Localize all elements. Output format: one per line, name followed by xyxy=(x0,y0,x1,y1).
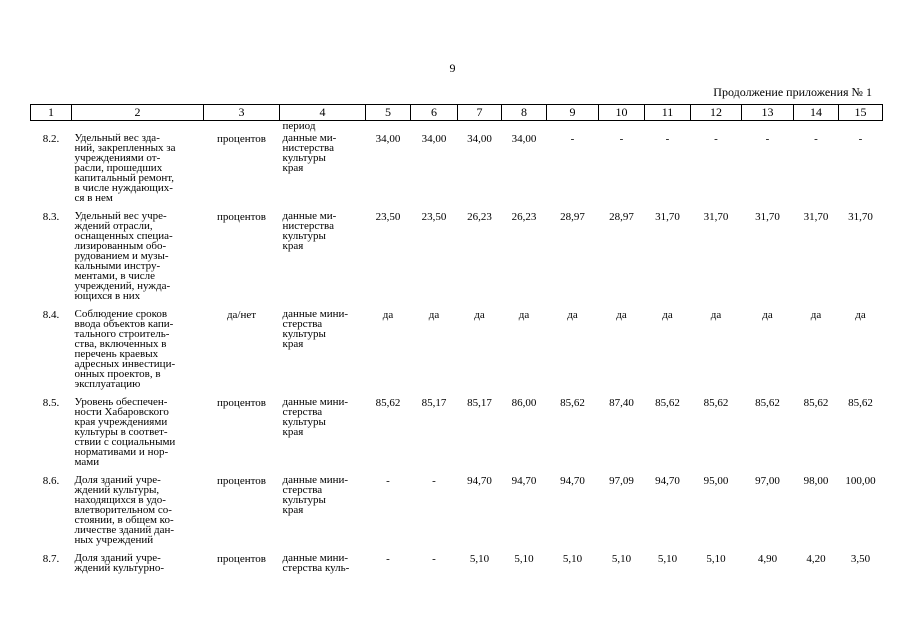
row-value-col-9: 28,97 xyxy=(560,211,585,223)
source-line: данные мини- xyxy=(282,474,349,486)
indicator-line: нормативами и нор- xyxy=(74,446,169,458)
column-header-13: 13 xyxy=(742,105,794,121)
indicator-line: ных учреждений xyxy=(74,534,154,546)
indicator-line: культуры в соответ- xyxy=(74,426,168,438)
indicators-table xyxy=(30,104,883,573)
source-line: стерства xyxy=(282,484,323,496)
row-value-col-6: да xyxy=(428,309,440,321)
row-value-col-15: 85,62 xyxy=(848,397,873,409)
indicator-line: личестве зданий дан- xyxy=(74,524,175,536)
row-unit: процентов xyxy=(217,475,266,487)
row-value-col-15: - xyxy=(858,133,863,145)
row-value-col-11: 31,70 xyxy=(655,211,680,223)
indicator-line: перечень краевых xyxy=(74,348,159,360)
indicator-line: онных проектов, в xyxy=(74,368,161,380)
row-value-col-13: да xyxy=(762,309,773,321)
row-value-col-13: 31,70 xyxy=(755,211,780,223)
row-value-col-9: - xyxy=(570,133,575,145)
row-value-col-14: 85,62 xyxy=(803,397,829,409)
row-code: 8.5. xyxy=(42,397,60,409)
source-line: нистерства xyxy=(282,142,334,154)
source-line: культуры xyxy=(282,230,326,242)
indicator-line: ствии с социальными xyxy=(74,436,176,448)
row-value-col-9: да xyxy=(567,309,578,321)
source-line: края xyxy=(282,240,304,252)
row-value-col-5: 85,62 xyxy=(375,397,401,409)
table-row xyxy=(31,397,883,467)
row-source xyxy=(280,133,366,203)
row-source xyxy=(280,309,366,389)
row-value-col-10: - xyxy=(619,133,624,145)
source-line: края xyxy=(282,338,304,350)
row-value-col-14: 4,20 xyxy=(806,553,826,565)
row-value-col-11: да xyxy=(662,309,673,321)
row-value-col-6: - xyxy=(432,553,436,565)
column-header-8: 8 xyxy=(502,105,547,121)
row-code: 8.6. xyxy=(42,475,60,487)
row-value-col-6: 85,17 xyxy=(421,397,447,409)
row-value-col-11: - xyxy=(665,133,670,145)
indicator-line: стоянии, в общем ко- xyxy=(74,514,174,526)
row-code: 8.3. xyxy=(42,211,60,223)
column-header-1: 1 xyxy=(31,105,72,121)
row-value-col-12: 31,70 xyxy=(703,211,729,223)
source-line: культуры xyxy=(282,152,326,164)
source-line: нистерства xyxy=(282,220,334,232)
source-line: стерства куль- xyxy=(282,562,350,574)
source-line: края xyxy=(282,504,304,516)
indicator-line: Доля зданий учре- xyxy=(74,474,161,486)
column-header-14: 14 xyxy=(794,105,839,121)
indicator-line: ющихся в них xyxy=(74,290,141,302)
page-number: 9 xyxy=(449,61,456,75)
column-header-4: 4 xyxy=(280,105,366,121)
indicator-line: ввода объектов капи- xyxy=(74,318,174,330)
column-header-10: 10 xyxy=(599,105,645,121)
row-value-col-14: да xyxy=(810,309,822,321)
column-header-5: 5 xyxy=(366,105,411,121)
indicator-line: тального строитель- xyxy=(74,328,170,340)
row-value-col-9: 94,70 xyxy=(560,475,585,487)
indicator-line: кальными инстру- xyxy=(74,260,161,272)
row-value-col-5: - xyxy=(386,475,390,487)
row-value-col-11: 85,62 xyxy=(655,397,680,409)
source-line: стерства xyxy=(282,318,323,330)
row-value-col-6: - xyxy=(432,475,436,487)
row-value-col-15: да xyxy=(855,309,866,321)
column-header-7: 7 xyxy=(458,105,502,121)
header-row xyxy=(31,105,883,121)
row-value-col-14: - xyxy=(814,133,818,145)
row-value-col-13: 85,62 xyxy=(755,397,780,409)
row-value-col-11: 94,70 xyxy=(655,475,680,487)
source-line: культуры xyxy=(282,328,326,340)
row-value-col-15: 3,50 xyxy=(850,553,871,565)
indicator-line: рудованием и музы- xyxy=(74,250,169,262)
column-header-3: 3 xyxy=(204,105,280,121)
row-indicator xyxy=(72,133,204,203)
row-value-col-10: 5,10 xyxy=(611,553,632,565)
indicator-line: учреждениями от- xyxy=(74,152,161,164)
row-value-col-15: 31,70 xyxy=(848,211,873,223)
row-value-col-10: 87,40 xyxy=(609,397,634,409)
indicator-line: ства, включенных в xyxy=(74,338,167,350)
source-line: края xyxy=(282,426,304,438)
row-value-col-11: 5,10 xyxy=(657,553,678,565)
column-header-12: 12 xyxy=(691,105,742,121)
indicator-line: находящихся в удо- xyxy=(74,494,166,506)
row-value-col-8: 86,00 xyxy=(511,397,537,409)
source-line: данные мини- xyxy=(282,308,349,320)
row-value-col-9: 85,62 xyxy=(560,397,585,409)
row-value-col-5: 34,00 xyxy=(375,133,401,145)
table-row xyxy=(31,309,883,389)
indicator-line: ждений отрасли, xyxy=(74,220,153,232)
indicator-line: капитальный ремонт, xyxy=(74,172,174,184)
source-line: данные мини- xyxy=(282,396,349,408)
row-value-col-7: 94,70 xyxy=(467,475,492,487)
table-row xyxy=(31,133,883,203)
indicator-line: эксплуатацию xyxy=(74,378,141,390)
row-value-col-12: 95,00 xyxy=(703,475,729,487)
row-unit: процентов xyxy=(217,211,266,223)
source-line: данные мини- xyxy=(282,552,349,564)
row-value-col-13: 97,00 xyxy=(755,475,780,487)
source-line: культуры xyxy=(282,416,326,428)
row-value-col-13: 4,90 xyxy=(757,553,778,565)
source-line: данные ми- xyxy=(282,210,337,222)
row-value-col-8: 34,00 xyxy=(511,133,537,145)
indicator-line: расли, прошедших xyxy=(74,162,163,174)
row-value-col-5: да xyxy=(382,309,394,321)
row-value-col-8: 5,10 xyxy=(514,553,534,565)
source-line: края xyxy=(282,162,304,174)
row-value-col-8: да xyxy=(518,309,530,321)
row-value-col-12: да xyxy=(710,309,722,321)
row-value-col-12: - xyxy=(714,133,718,145)
row-code: 8.2. xyxy=(42,133,60,145)
source-line: культуры xyxy=(282,494,326,506)
row-unit: процентов xyxy=(217,397,266,409)
appendix-note: Продолжение приложения № 1 xyxy=(713,85,872,99)
source-line: стерства xyxy=(282,406,323,418)
indicator-line: края учреждениями xyxy=(74,416,168,428)
row-value-col-8: 94,70 xyxy=(511,475,537,487)
source-line: данные ми- xyxy=(282,132,337,144)
row-value-col-5: 23,50 xyxy=(375,211,401,223)
column-header-9: 9 xyxy=(547,105,599,121)
row-value-col-7: 5,10 xyxy=(469,553,490,565)
indicator-line: Удельный вес зда- xyxy=(74,132,160,144)
indicator-line: влетворительном со- xyxy=(74,504,172,516)
row-indicator xyxy=(72,553,204,573)
row-source xyxy=(280,397,366,467)
column-header-11: 11 xyxy=(645,105,691,121)
row-value-col-12: 85,62 xyxy=(703,397,729,409)
row-code: 8.7. xyxy=(42,553,60,565)
row-source xyxy=(280,553,366,573)
row-indicator xyxy=(72,211,204,301)
column-header-15: 15 xyxy=(839,105,883,121)
indicator-line: ности Хабаровского xyxy=(74,406,169,418)
row-value-col-7: 26,23 xyxy=(467,211,492,223)
indicator-line: Уровень обеспечен- xyxy=(74,396,168,408)
row-source xyxy=(280,211,366,301)
row-value-col-7: да xyxy=(474,309,485,321)
row-value-col-9: 5,10 xyxy=(562,553,583,565)
row-unit: процентов xyxy=(217,553,266,565)
row-value-col-12: 5,10 xyxy=(706,553,726,565)
indicator-line: мами xyxy=(74,456,100,468)
row-value-col-6: 23,50 xyxy=(421,211,447,223)
row-value-col-8: 26,23 xyxy=(511,211,537,223)
indicator-line: ментами, в числе xyxy=(74,270,156,282)
indicator-line: ся в нем xyxy=(74,192,113,204)
indicator-line: Удельный вес учре- xyxy=(74,210,167,222)
row-value-col-10: да xyxy=(616,309,627,321)
row-value-col-10: 97,09 xyxy=(609,475,634,487)
indicator-line: в числе нуждающих- xyxy=(74,182,173,194)
indicator-line: ждений культурно- xyxy=(74,562,164,574)
row-unit: да/нет xyxy=(226,309,257,321)
carryover-text: период xyxy=(282,120,316,132)
row-value-col-7: 34,00 xyxy=(467,133,492,145)
row-indicator xyxy=(72,475,204,545)
indicator-line: Соблюдение сроков xyxy=(74,308,168,320)
column-header-6: 6 xyxy=(411,105,458,121)
row-value-col-10: 28,97 xyxy=(609,211,634,223)
table-row xyxy=(31,553,883,573)
table-row xyxy=(31,475,883,545)
row-value-col-13: - xyxy=(765,133,770,145)
indicator-line: учреждений, нужда- xyxy=(74,280,171,292)
row-value-col-14: 98,00 xyxy=(803,475,829,487)
indicator-line: ний, закрепленных за xyxy=(74,142,176,154)
indicator-line: Доля зданий учре- xyxy=(74,552,161,564)
table-row xyxy=(31,211,883,301)
column-header-2: 2 xyxy=(72,105,204,121)
row-value-col-14: 31,70 xyxy=(803,211,829,223)
indicator-line: оснащенных специа- xyxy=(74,230,173,242)
indicator-line: лизированным обо- xyxy=(74,240,167,252)
indicator-line: ждений культуры, xyxy=(74,484,160,496)
row-indicator xyxy=(72,397,204,467)
row-value-col-15: 100,00 xyxy=(845,475,876,487)
indicator-line: адресных инвестици- xyxy=(74,358,176,370)
row-source xyxy=(280,475,366,545)
row-value-col-7: 85,17 xyxy=(467,397,492,409)
row-unit: процентов xyxy=(217,133,266,145)
row-code: 8.4. xyxy=(42,309,60,321)
row-value-col-6: 34,00 xyxy=(421,133,447,145)
row-indicator xyxy=(72,309,204,389)
row-value-col-5: - xyxy=(386,553,390,565)
